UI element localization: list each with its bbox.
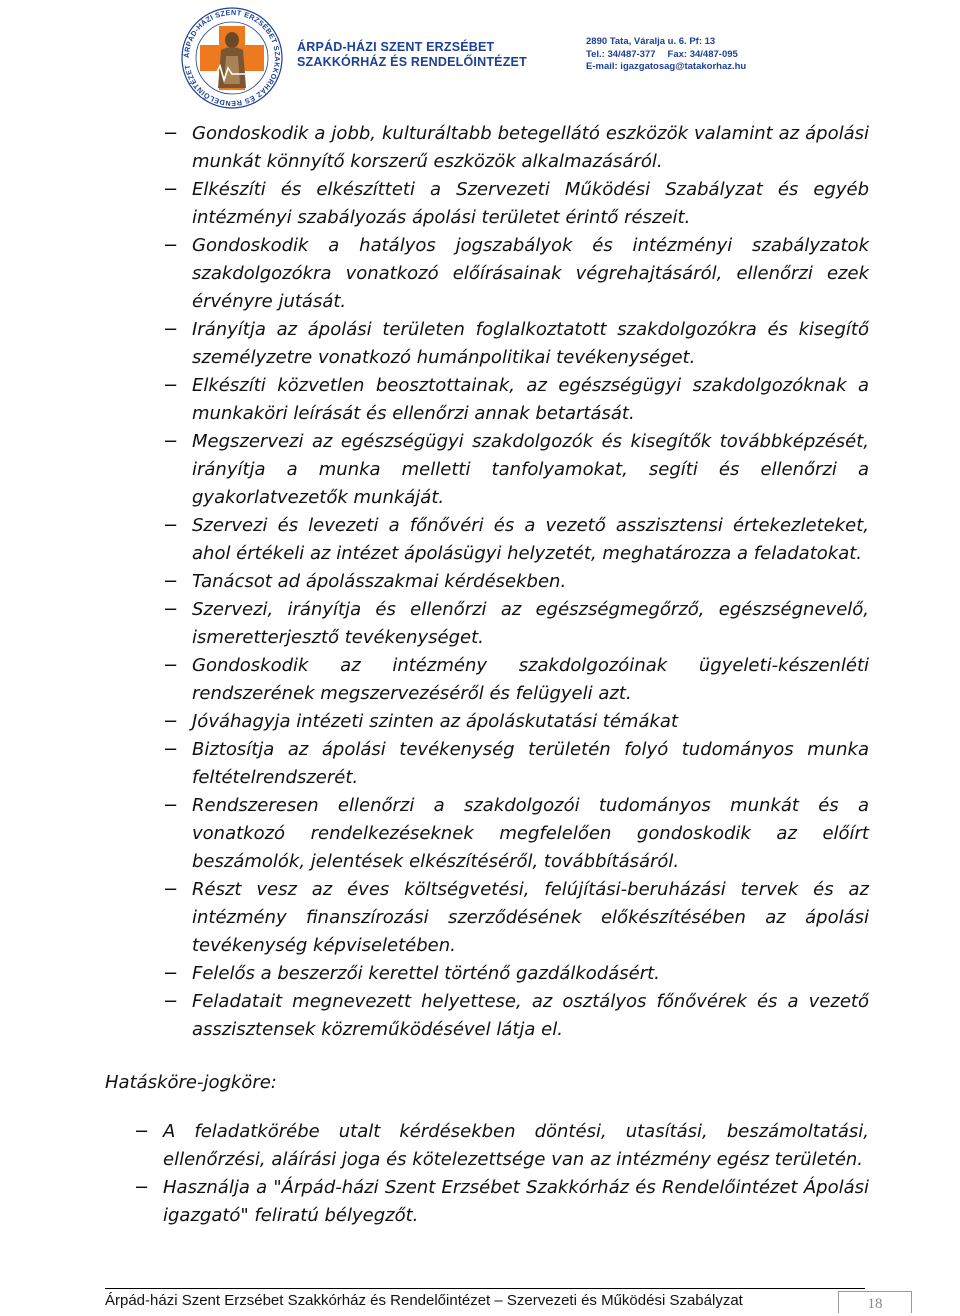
duties-list	[0, 120, 960, 1044]
list-item: − Szervezi és levezeti a főnővéri és a vezető asszisztensi értekezleteket, ahol értékeli az intézet ápolásügyi helyzetét, meghatározza a feladatokat.	[0, 512, 869, 568]
footer-divider	[105, 1288, 865, 1289]
list-item: − A feladatkörébe utalt kérdésekben döntési, utasítási, beszámoltatási, ellenőrzési, aláírási joga és kötelezettsége van az intézmény egész területén.	[0, 1118, 869, 1174]
org-name-line2: SZAKKÓRHÁZ ÉS RENDELŐINTÉZET	[297, 55, 527, 69]
list-item: − Elkészíti közvetlen beosztottainak, az egészségügyi szakdolgozóknak a munkaköri leírását és ellenőrzi annak betartását.	[0, 372, 869, 428]
list-item: − Biztosítja az ápolási tevékenység területén folyó tudományos munka feltételrendszerét.	[0, 736, 869, 792]
list-item: − Megszervezi az egészségügyi szakdolgozók és kisegítők továbbképzését, irányítja a munka melletti tanfolyamokat, segíti és ellenőrzi a gyakorlatvezetők munkáját.	[0, 428, 869, 512]
list-item: − Tanácsot ad ápolásszakmai kérdésekben.	[0, 568, 869, 596]
footer-text: Árpád-házi Szent Erzsébet Szakkórház és Rendelőintézet – Szervezeti és Működési Szabályzat	[105, 1292, 743, 1309]
list-item: − Irányítja az ápolási területen foglalkoztatott szakdolgozókra és kisegítő személyzetre vonatkozó humánpolitikai tevékenységet.	[0, 316, 869, 372]
list-item: − Jóváhagyja intézeti szinten az ápoláskutatási témákat	[0, 708, 869, 736]
list-item: − Felelős a beszerzői kerettel történő gazdálkodásért.	[0, 960, 869, 988]
list-item: − Részt vesz az éves költségvetési, felújítási-beruházási tervek és az intézmény finanszírozási szerződésének előkészítésében az ápolási tevékenység képviseletében.	[0, 876, 869, 960]
authority-list	[0, 1118, 960, 1230]
list-item: − Gondoskodik az intézmény szakdolgozóinak ügyeleti-készenléti rendszerének megszervezéséről és felügyeli azt.	[0, 652, 869, 708]
list-item: − Használja a "Árpád-házi Szent Erzsébet Szakkórház és Rendelőintézet Ápolási igazgató" feliratú bélyegzőt.	[0, 1174, 869, 1230]
section-heading-authority: Hatásköre-jogköre:	[105, 1072, 277, 1093]
fax: Fax: 34/487-095	[667, 48, 738, 60]
list-item: − Rendszeresen ellenőrzi a szakdolgozói tudományos munkát és a vonatkozó rendelkezéseknek megfelelően gondoskodik az előírt beszámolók, jelentések elkészítéséről, továbbításáról.	[0, 792, 869, 876]
phone-row	[586, 49, 746, 62]
contact-info	[586, 36, 746, 74]
letterhead	[0, 0, 960, 110]
telephone: Tel.: 34/487-377	[586, 48, 656, 60]
list-item: − Feladatait megnevezett helyettese, az osztályos főnővérek és a vezető asszisztensek közreműködésével látja el.	[0, 988, 869, 1044]
address: 2890 Tata, Váralja u. 6. Pf: 13	[586, 36, 716, 47]
list-item: − Szervezi, irányítja és ellenőrzi az egészségmegőrző, egészségnevelő, ismeretterjesztő tevékenységet.	[0, 596, 869, 652]
organization-name	[297, 40, 527, 70]
list-item: − Gondoskodik a jobb, kulturáltabb betegellátó eszközök valamint az ápolási munkát könnyítő korszerű eszközök alkalmazásáról.	[0, 120, 869, 176]
list-item: − Gondoskodik a hatályos jogszabályok és intézményi szabályzatok szakdolgozókra vonatkozó előírásainak végrehajtásáról, ellenőrzi ezek érvényre jutását.	[0, 232, 869, 316]
page-number: 18	[838, 1291, 912, 1313]
email: E-mail: igazgatosag@tatakorhaz.hu	[586, 61, 747, 72]
list-item: − Elkészíti és elkészítteti a Szervezeti Működési Szabályzat és egyéb intézményi szabályozás ápolási területet érintő részeit.	[0, 176, 869, 232]
hospital-seal-logo	[180, 6, 284, 110]
org-name-line1: ÁRPÁD-HÁZI SZENT ERZSÉBET	[297, 40, 495, 54]
logo-ring-text: ÁRPÁD-HÁZI SZENT ERZSÉBET SZAKKÓRHÁZ ÉS RENDELŐINTÉZET	[181, 7, 283, 109]
